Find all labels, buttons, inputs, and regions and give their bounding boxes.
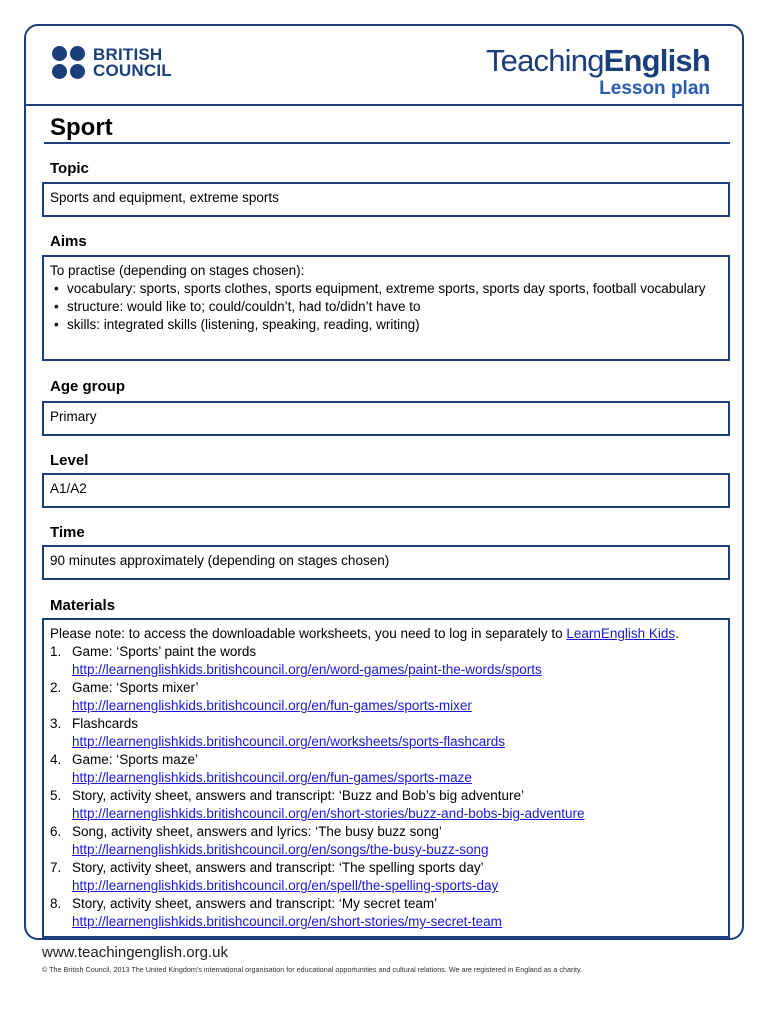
material-title: Story, activity sheet, answers and transcript: ‘Buzz and Bob’s big adventure’: [72, 788, 524, 803]
header-divider: [26, 104, 742, 106]
age-group-value: Primary: [50, 409, 97, 424]
material-link[interactable]: http://learnenglishkids.britishcouncil.org/en/fun-games/sports-mixer: [72, 698, 472, 713]
material-link[interactable]: http://learnenglishkids.britishcouncil.org/en/spell/the-spelling-sports-day: [72, 878, 499, 893]
brand-light: Teaching: [485, 43, 604, 78]
age-group-box: [42, 401, 730, 436]
footer-copyright: © The British Council, 2013 The United Kingdom’s international organisation for educational opportunities and cultural relations. We are registered in England as a charity.: [42, 965, 583, 974]
material-title: Game: ‘Sports maze’: [72, 752, 199, 767]
page-title: Sport: [50, 114, 113, 141]
material-item: 8. Story, activity sheet, answers and transcript: ‘My secret team’ http://learnenglishkids.britishcouncil.org/en/short-stories/my-secret-team: [50, 895, 722, 931]
material-link[interactable]: http://learnenglishkids.britishcouncil.org/en/short-stories/my-secret-team: [72, 914, 502, 929]
time-box: [42, 545, 730, 580]
material-item: 2. Game: ‘Sports mixer’ http://learnenglishkids.britishcouncil.org/en/fun-games/sports-mixer: [50, 679, 722, 715]
org-name-line2: COUNCIL: [93, 60, 172, 80]
teaching-english-logo: [486, 44, 710, 100]
material-link[interactable]: http://learnenglishkids.britishcouncil.org/en/fun-games/sports-maze: [72, 770, 472, 785]
level-value: A1/A2: [50, 481, 87, 496]
material-item: 3. Flashcards http://learnenglishkids.britishcouncil.org/en/worksheets/sports-flashcards: [50, 715, 722, 751]
material-link[interactable]: http://learnenglishkids.britishcouncil.org/en/short-stories/buzz-and-bobs-big-adventure: [72, 806, 585, 821]
aims-item: • structure: would like to; could/couldn’t, had to/didn’t have to: [50, 298, 722, 316]
british-council-logo: [52, 46, 172, 79]
document-type: Lesson plan: [599, 78, 710, 99]
materials-box: [42, 618, 730, 938]
materials-list: [50, 643, 722, 931]
learnenglish-kids-link[interactable]: LearnEnglish Kids: [566, 626, 676, 641]
topic-label: Topic: [50, 160, 89, 177]
material-item: 5. Story, activity sheet, answers and transcript: ‘Buzz and Bob’s big adventure’ http://learnenglishkids.britishcouncil.org/en/short-stories/buzz-and-bobs-big-adventure: [50, 787, 722, 823]
aims-item: • vocabulary: sports, sports clothes, sports equipment, extreme sports, sports day sports, football vocabulary: [50, 280, 722, 298]
material-item: 6. Song, activity sheet, answers and lyrics: ‘The busy buzz song’ http://learnenglishkids.britishcouncil.org/en/songs/the-busy-buzz-song: [50, 823, 722, 859]
topic-box: [42, 182, 730, 217]
org-name-line1: BRITISH: [93, 44, 163, 64]
material-item: 7. Story, activity sheet, answers and transcript: ‘The spelling sports day’ http://learnenglishkids.britishcouncil.org/en/spell/the-spelling-sports-day: [50, 859, 722, 895]
material-title: Game: ‘Sports’ paint the words: [72, 644, 257, 659]
footer-website[interactable]: www.teachingenglish.org.uk: [42, 944, 228, 961]
aims-intro: To practise (depending on stages chosen):: [50, 263, 305, 278]
british-council-dots-icon: [52, 46, 85, 79]
material-title: Story, activity sheet, answers and transcript: ‘The spelling sports day’: [72, 860, 484, 875]
material-link[interactable]: http://learnenglishkids.britishcouncil.org/en/songs/the-busy-buzz-song: [72, 842, 489, 857]
material-title: Game: ‘Sports mixer’: [72, 680, 199, 695]
header: [26, 26, 742, 106]
aims-item: • skills: integrated skills (listening, speaking, reading, writing): [50, 316, 722, 334]
materials-label: Materials: [50, 597, 116, 614]
material-title: Flashcards: [72, 716, 139, 731]
level-label: Level: [50, 452, 89, 469]
material-title: Song, activity sheet, answers and lyrics: ‘The busy buzz song’: [72, 824, 442, 839]
material-item: 1. Game: ‘Sports’ paint the words http://learnenglishkids.britishcouncil.org/en/word-games/paint-the-words/sports: [50, 643, 722, 679]
material-item: 4. Game: ‘Sports maze’ http://learnenglishkids.britishcouncil.org/en/fun-games/sports-maze: [50, 751, 722, 787]
time-label: Time: [50, 524, 85, 541]
topic-value: Sports and equipment, extreme sports: [50, 190, 279, 205]
aims-label: Aims: [50, 233, 87, 250]
brand-bold: English: [603, 43, 710, 78]
materials-note: Please note: to access the downloadable worksheets, you need to log in separately to LearnEnglish Kids.: [50, 626, 679, 641]
material-link[interactable]: http://learnenglishkids.britishcouncil.org/en/worksheets/sports-flashcards: [72, 734, 505, 749]
aims-box: [42, 255, 730, 361]
lesson-plan-frame: [24, 24, 744, 940]
level-box: [42, 473, 730, 508]
aims-list: [50, 280, 722, 334]
material-title: Story, activity sheet, answers and transcript: ‘My secret team’: [72, 896, 438, 911]
title-divider: [44, 142, 730, 144]
age-group-label: Age group: [50, 378, 125, 395]
time-value: 90 minutes approximately (depending on stages chosen): [50, 553, 390, 568]
material-link[interactable]: http://learnenglishkids.britishcouncil.org/en/word-games/paint-the-words/sports: [72, 662, 542, 677]
